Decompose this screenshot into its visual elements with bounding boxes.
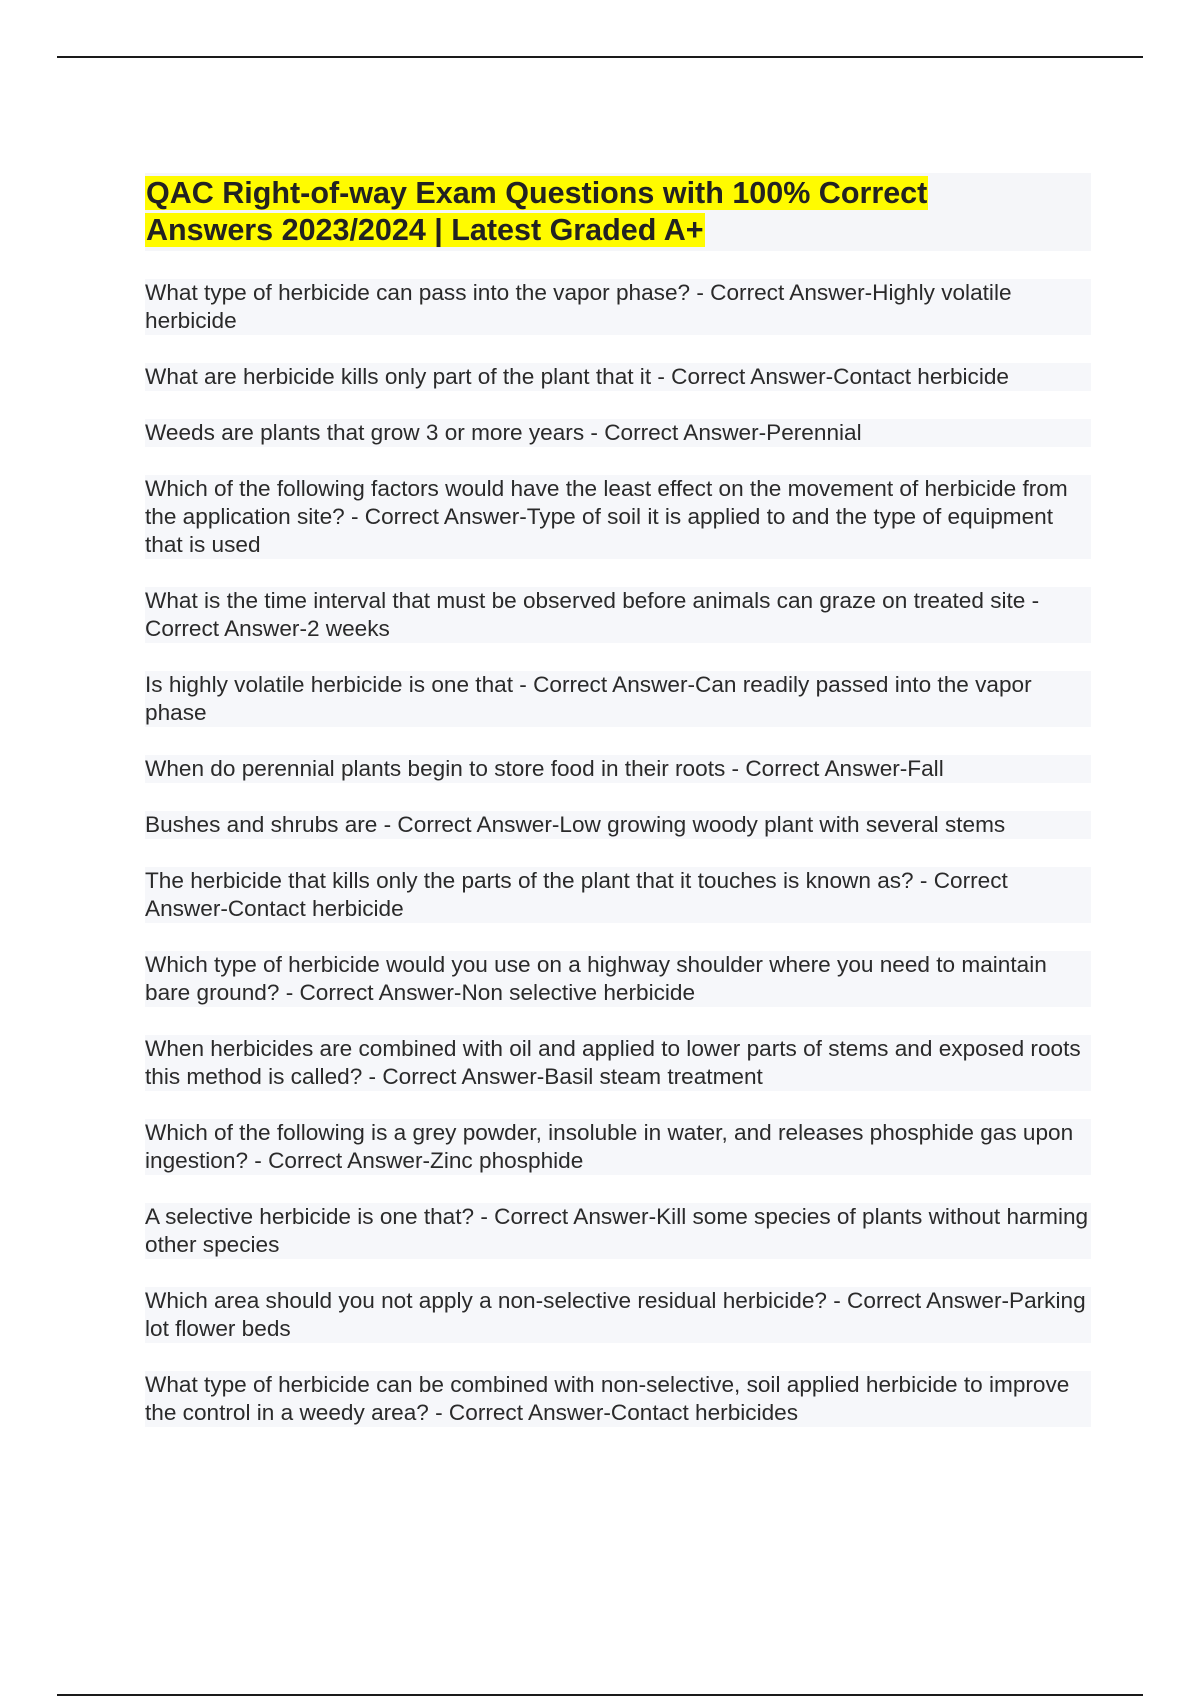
- qa-item: When herbicides are combined with oil and applied to lower parts of stems and exposed roots this method is called? - Correct Answer-Basil steam treatment: [145, 1035, 1091, 1091]
- qa-item: What is the time interval that must be observed before animals can graze on treated site - Correct Answer-2 weeks: [145, 587, 1091, 643]
- title-block: [145, 173, 1091, 251]
- qa-item: Which area should you not apply a non-selective residual herbicide? - Correct Answer-Parking lot flower beds: [145, 1287, 1091, 1343]
- qa-item: The herbicide that kills only the parts of the plant that it touches is known as? - Correct Answer-Contact herbicide: [145, 867, 1091, 923]
- question-answer-list: [145, 279, 1091, 1427]
- qa-item: Is highly volatile herbicide is one that - Correct Answer-Can readily passed into the vapor phase: [145, 671, 1091, 727]
- title-line-1: QAC Right-of-way Exam Questions with 100% Correct: [146, 176, 928, 210]
- qa-item: Which type of herbicide would you use on a highway shoulder where you need to maintain bare ground? - Correct Answer-Non selective herbicide: [145, 951, 1091, 1007]
- qa-item: Bushes and shrubs are - Correct Answer-Low growing woody plant with several stems: [145, 811, 1091, 839]
- document-title: [145, 175, 1091, 249]
- qa-item: What are herbicide kills only part of the plant that it - Correct Answer-Contact herbicide: [145, 363, 1091, 391]
- qa-item: What type of herbicide can pass into the vapor phase? - Correct Answer-Highly volatile herbicide: [145, 279, 1091, 335]
- qa-item: A selective herbicide is one that? - Correct Answer-Kill some species of plants without harming other species: [145, 1203, 1091, 1259]
- qa-item: Which of the following factors would have the least effect on the movement of herbicide from the application site? - Correct Answer-Type of soil it is applied to and the type of equipment that is used: [145, 475, 1091, 559]
- qa-item: Weeds are plants that grow 3 or more years - Correct Answer-Perennial: [145, 419, 1091, 447]
- top-divider: [57, 56, 1143, 58]
- bottom-divider: [57, 1694, 1143, 1696]
- title-line-2: Answers 2023/2024 | Latest Graded A+: [146, 213, 704, 247]
- qa-item: What type of herbicide can be combined with non-selective, soil applied herbicide to improve the control in a weedy area? - Correct Answer-Contact herbicides: [145, 1371, 1091, 1427]
- qa-item: Which of the following is a grey powder, insoluble in water, and releases phosphide gas upon ingestion? - Correct Answer-Zinc phosphide: [145, 1119, 1091, 1175]
- document-body: [145, 173, 1091, 1455]
- qa-item: When do perennial plants begin to store food in their roots - Correct Answer-Fall: [145, 755, 1091, 783]
